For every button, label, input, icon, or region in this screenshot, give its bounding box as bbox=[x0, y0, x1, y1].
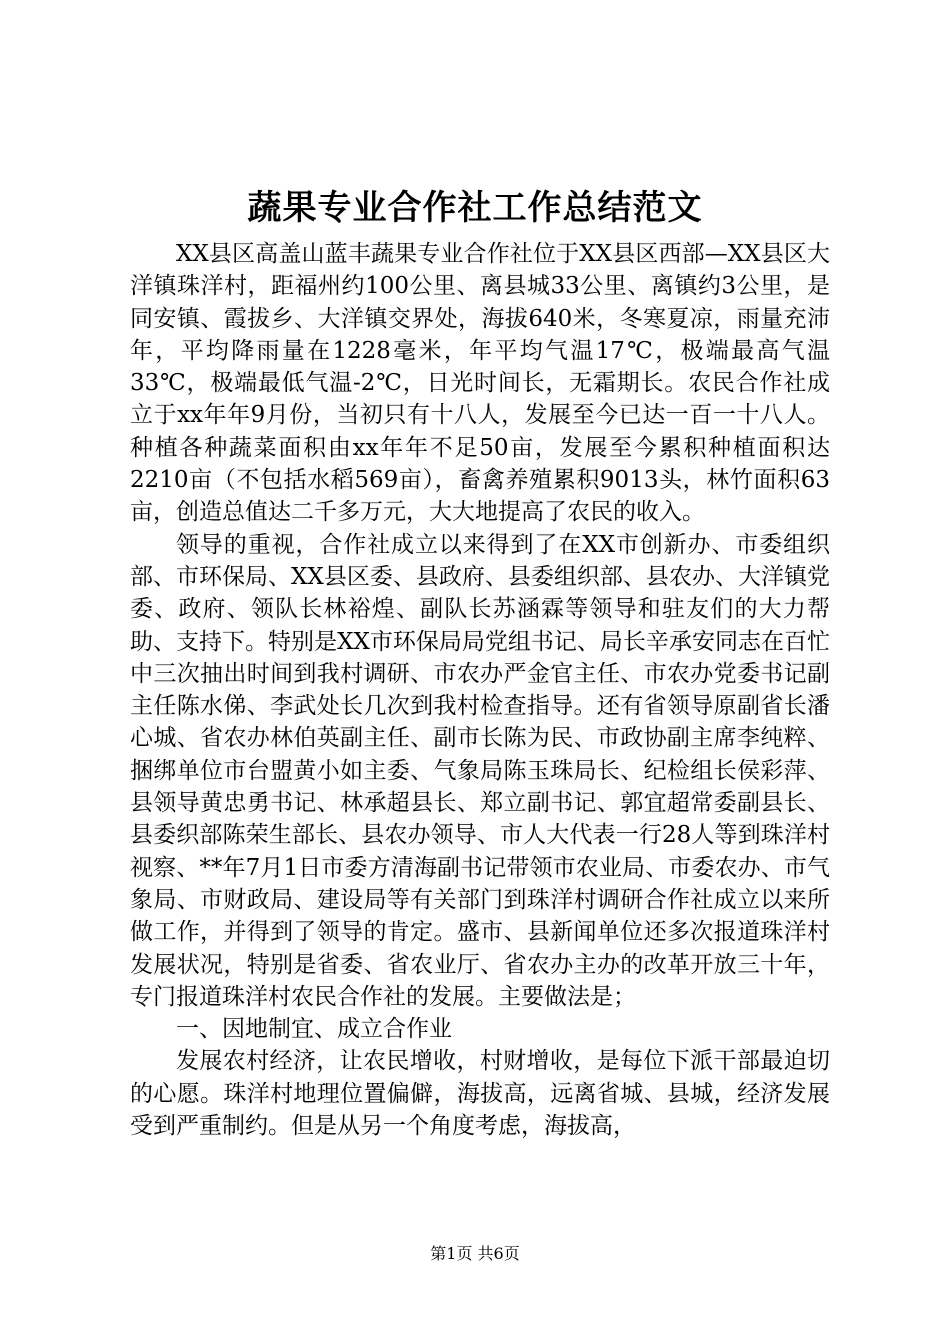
document-body bbox=[130, 238, 830, 1142]
paragraph-leadership: 领导的重视，合作社成立以来得到了在XX市创新办、市委组织部、市环保局、XX县区委、县政府、县委组织部、县农办、大洋镇党委、政府、领队长林裕煌、副队长苏涵霖等领导和驻友们的大力帮助、支持下。特别是XX市环保局局党组书记、局长辛承安同志在百忙中三次抽出时间到我村调研、市农办严金官主任、市农办党委书记副主任陈水俤、李武处长几次到我村检查指导。还有省领导原副省长潘心城、省农办林伯英副主任、副市长陈为民、市政协副主席李纯粹、捆绑单位市台盟黄小如主委、气象局陈玉珠局长、纪检组长侯彩萍、县领导黄忠勇书记、林承超县长、郑立副书记、郭宜超常委副县长、县委织部陈荣生部长、县农办领导、市人大代表一行28人等到珠洋村视察、**年7月1日市委方清海副书记带领市农业局、市委农办、市气象局、市财政局、建设局等有关部门到珠洋村调研合作社成立以来所做工作，并得到了领导的肯定。盛市、县新闻单位还多次报道珠洋村发展状况，特别是省委、省农业厅、省农办主办的改革开放三十年，专门报道珠洋村农民合作社的发展。主要做法是； bbox=[130, 531, 830, 1010]
page-footer: 第1页 共6页 bbox=[430, 1244, 520, 1263]
paragraph-intro: XX县区高盖山蓝丰蔬果专业合作社位于XX县区西部—XX县区大洋镇珠洋村，距福州约100公里、离县城33公里、离镇约3公里，是同安镇、霞拔乡、大洋镇交界处，海拔640米，冬寒夏凉，雨量充沛年，平均降雨量在1228毫米，年平均气温17℃，极端最高气温33℃，极端最低气温-2℃，日光时间长，无霜期长。农民合作社成立于xx年年9月份，当初只有十八人，发展至今已达一百一十八人。种植各种蔬菜面积由xx年年不足50亩，发展至今累积种植面积达2210亩（不包括水稻569亩），畜禽养殖累积9013头，林竹面积63亩，创造总值达二千多万元，大大地提高了农民的收入。 bbox=[130, 241, 830, 526]
document-title: 蔬果专业合作社工作总结范文 bbox=[247, 188, 703, 228]
section-heading: 一、因地制宜、成立合作业 bbox=[176, 1016, 452, 1043]
paragraph-economy: 发展农村经济，让农民增收，村财增收，是每位下派干部最迫切的心愿。珠洋村地理位置偏僻，海拔高，远离省城、县城，经济发展受到严重制约。但是从另一个角度考虑，海拔高， bbox=[130, 1048, 830, 1140]
